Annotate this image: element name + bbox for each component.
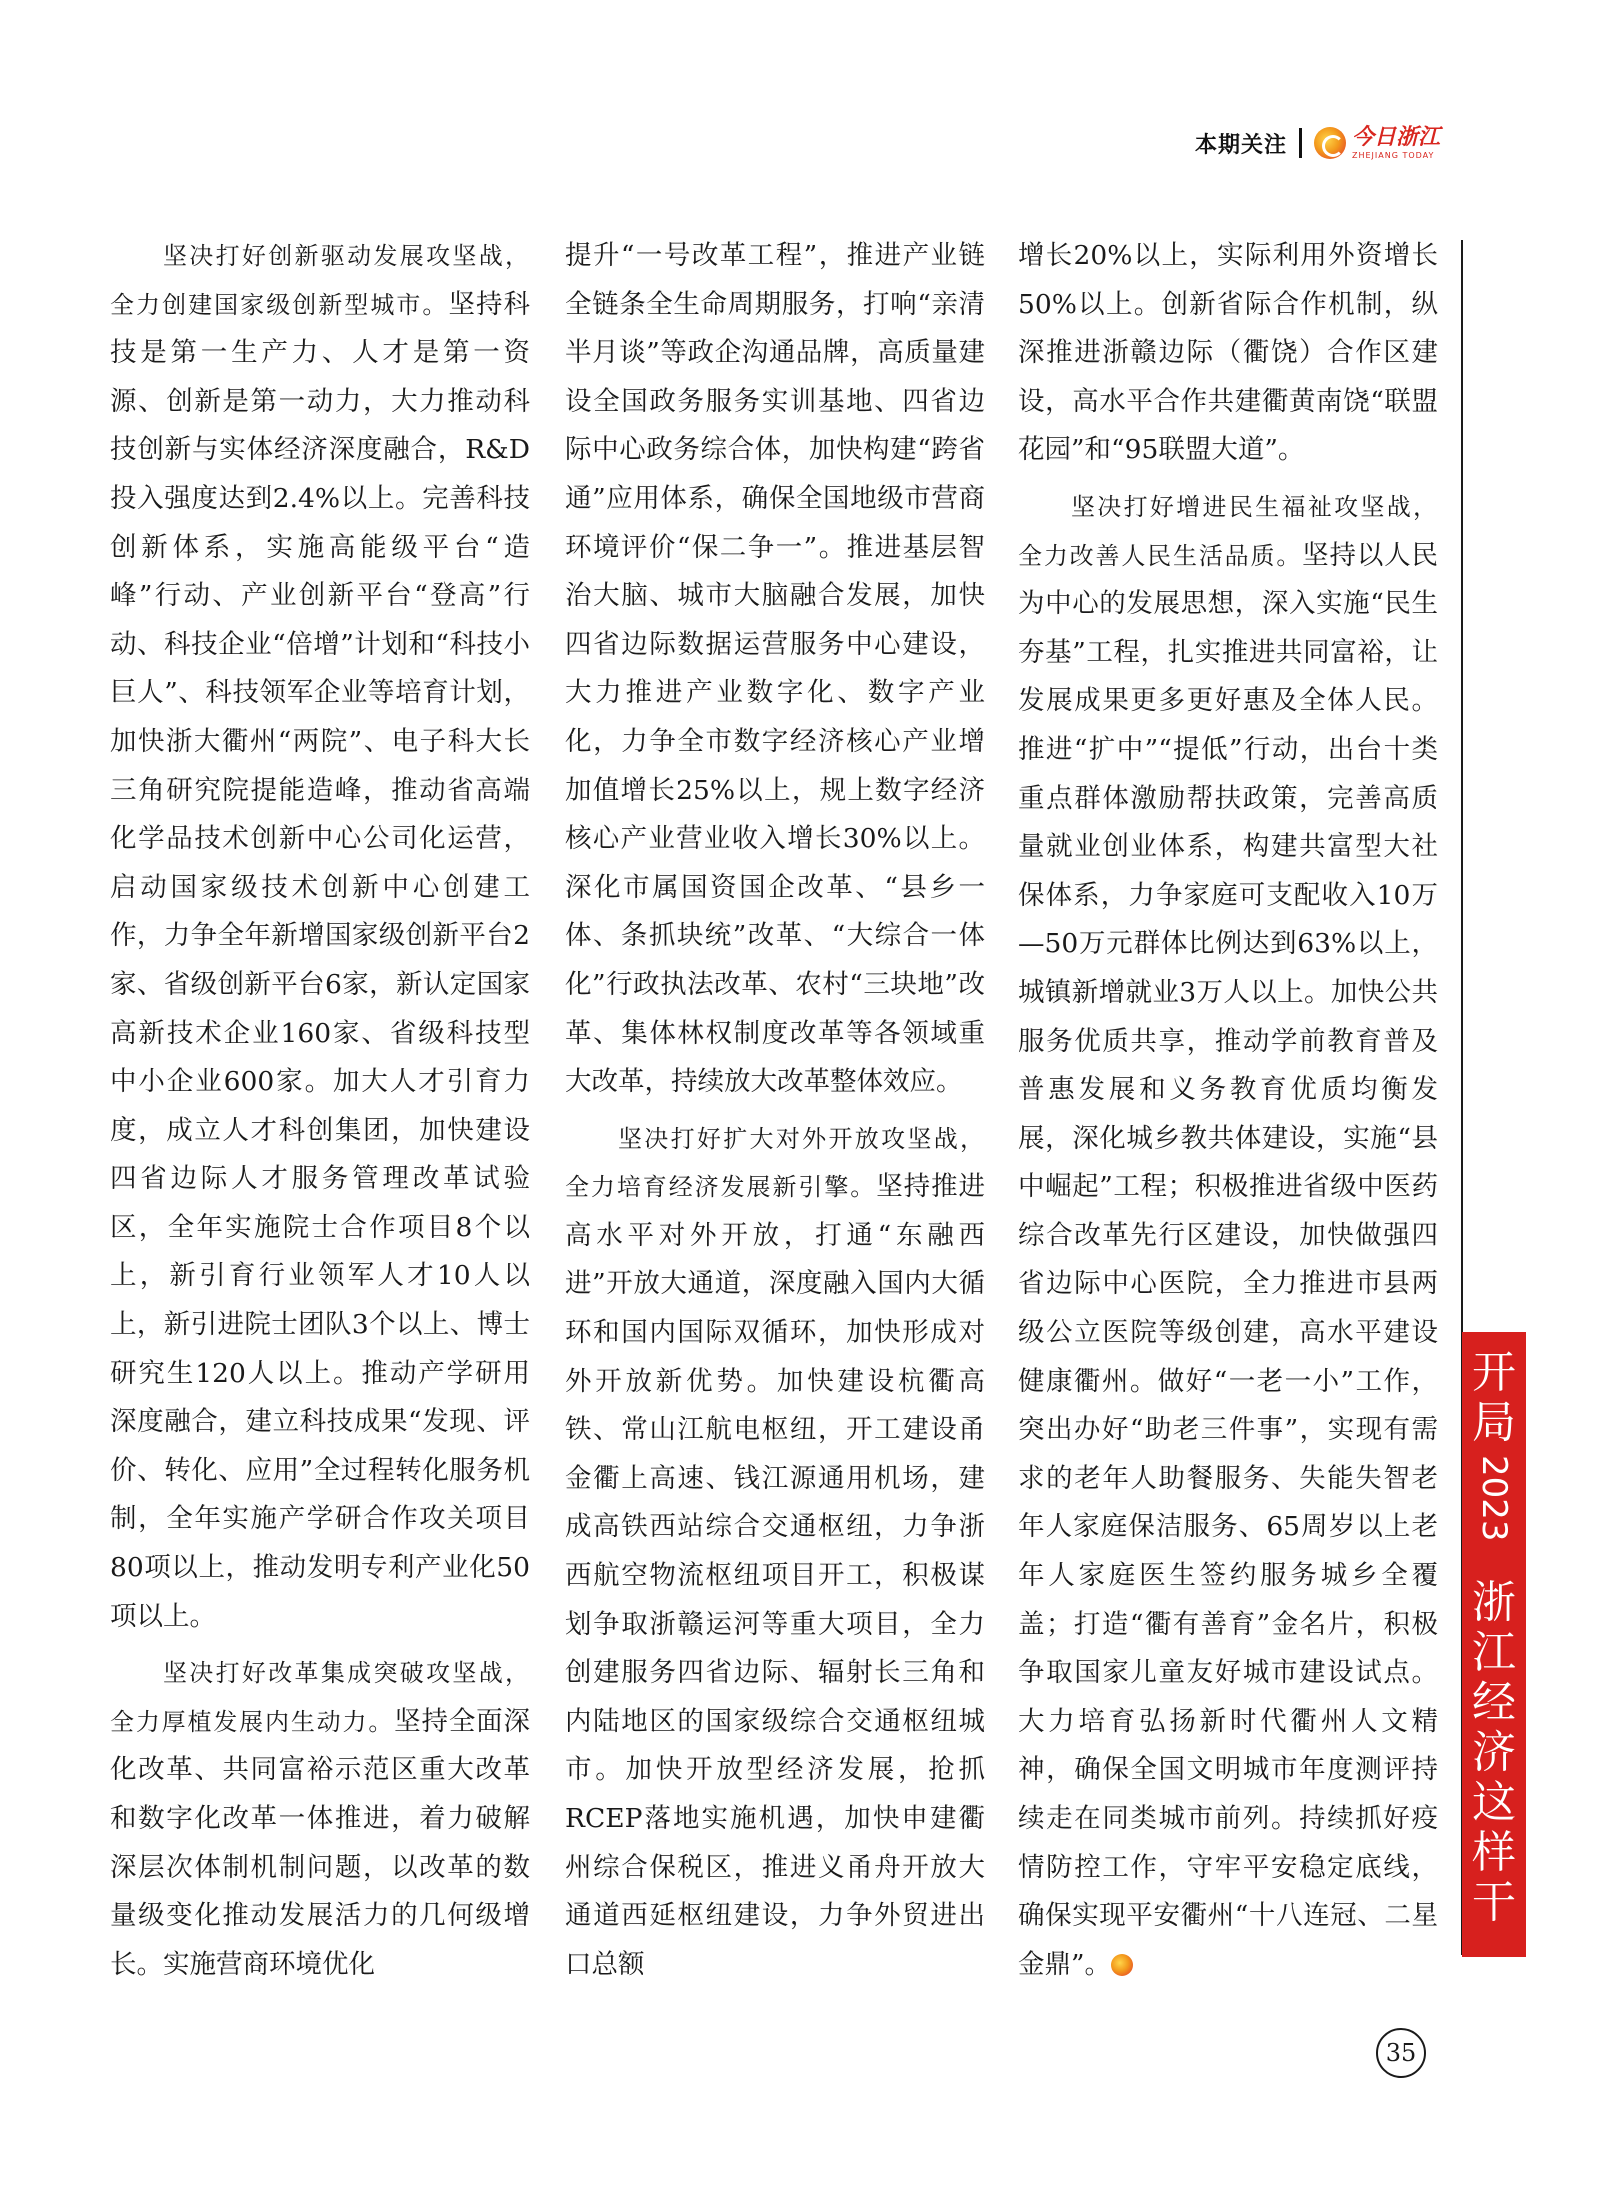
paragraph: 提升“一号改革工程”，推进产业链全链条全生命周期服务，打响“亲清半月谈”等政企沟通品牌，高质量建设全国政务服务实训基地、四省边际中心政务综合体，加快构建“跨省通”应用体系，确保全国地级市营商环境评价“保二争一”。推进基层智治大脑、城市大脑融合发展，加快四省边际数据运营服务中心建设，大力推进产业数字化、数字产业化，力争全市数字经济核心产业增加值增长25%以上，规上数字经济核心产业营业收入增长30%以上。深化市属国资国企改革、“县乡一体、条抓块统”改革、“大综合一体化”行政执法改革、农村“三块地”改革、集体林权制度改革等各领域重大改革，持续放大改革整体效应。 <box>565 240 985 1098</box>
page-header <box>1195 118 1440 168</box>
logo-text: 今日浙江 <box>1351 124 1440 150</box>
paragraph <box>110 232 530 1641</box>
end-mark-icon <box>1111 1954 1133 1976</box>
paragraph-body: 坚持科技是第一生产力、人才是第一资源、创新是第一动力，大力推动科技创新与实体经济深度融合，R&D投入强度达到2.4%以上。完善科技创新体系，实施高能级平台“造峰”行动、产业创新平台“登高”行动、科技企业“倍增”计划和“科技小巨人”、科技领军企业等培育计划，加快浙大衢州“两院”、电子科大长三角研究院提能造峰，推动省高端化学品技术创新中心公司化运营，启动国家级技术创新中心创建工作，力争全年新增国家级创新平台2家、省级创新平台6家，新认定国家高新技术企业160家、省级科技型中小企业600家。加大人才引育力度，成立人才科创集团，加快建设四省边际人才服务管理改革试验区，全年实施院士合作项目8个以上，新引育行业领军人才10人以上，新引进院士团队3个以上、博士研究生120人以上。推动产学研用深度融合，建立科技成果“发现、评价、转化、应用”全过程转化服务机制，全年实施产学研合作攻关项目80项以上，推动发明专利产业化50项以上。 <box>110 288 531 1632</box>
text-column-1 <box>110 232 530 1989</box>
column-title-band <box>1462 1332 1526 1957</box>
paragraph-body: 坚持以人民为中心的发展思想，深入实施“民生夯基”工程，扎实推进共同富裕，让发展成果更多更好惠及全体人民。推进“扩中”“提低”行动，出台十类重点群体激励帮扶政策，完善高质量就业创业体系，构建共富型大社保体系，力争家庭可支配收入10万—50万元群体比例达到63%以上，城镇新增就业3万人以上。加快公共服务优质共享，推动学前教育普及普惠发展和义务教育优质均衡发展，深化城乡教共体建设，实施“县中崛起”工程；积极推进省级中医药综合改革先行区建设，加快做强四省边际中心医院，全力推进市县两级公立医院等级创建，高水平建设健康衢州。做好“一老一小”工作，突出办好“助老三件事”，实现有需求的老年人助餐服务、失能失智老年人家庭保洁服务、65周岁以上老年人家庭医生签约服务城乡全覆盖；打造“衢有善育”金名片，积极争取国家儿童友好城市建设试点。大力培育弘扬新时代衢州人文精神，确保全国文明城市年度测评持续走在同类城市前列。持续抓好疫情防控工作，守牢平安稳定底线，确保实现平安衢州“十八连冠、二星金鼎”。 <box>1018 539 1439 1980</box>
paragraph-lead: 坚决打好创新驱动发展攻坚战，全力创建国家级创新型城市。 <box>110 242 530 319</box>
page-number: 35 <box>1376 2028 1426 2078</box>
paragraph <box>1018 483 1438 1989</box>
paragraph: 增长20%以上，实际利用外资增长50%以上。创新省际合作机制，纵深推进浙赣边际（衢饶）合作区建设，高水平合作共建衢黄南饶“联盟花园”和“95联盟大道”。 <box>1018 240 1438 466</box>
band-char: 干 <box>1472 1877 1516 1928</box>
logo-icon <box>1314 127 1346 159</box>
logo-subtext: ZHEJIANG TODAY <box>1351 150 1435 160</box>
band-char: 浙 <box>1472 1577 1516 1628</box>
band-char: 经 <box>1472 1677 1516 1728</box>
text-column-2 <box>565 232 985 1989</box>
band-char: 这 <box>1472 1777 1516 1828</box>
band-char: 局 <box>1472 1397 1516 1448</box>
paragraph-lead: 坚决打好扩大对外开放攻坚战，全力培育经济发展新引擎。 <box>565 1124 985 1202</box>
section-label: 本期关注 <box>1194 132 1287 158</box>
header-divider <box>1299 128 1302 158</box>
band-char: 开 <box>1472 1347 1516 1398</box>
paragraph-body: 坚持推进高水平对外开放，打通“东融西进”开放大通道，深度融入国内大循环和国内国际双循环，加快形成对外开放新优势。加快建设杭衢高铁、常山江航电枢纽，开工建设甬金衢上高速、钱江源通用机场，建成高铁西站综合交通枢纽，力争浙西航空物流枢纽项目开工，积极谋划争取浙赣运河等重大项目，全力创建服务四省边际、辐射长三角和内陆地区的国家级综合交通枢纽城市。加快开放型经济发展，抢抓RCEP落地实施机遇，加快申建衢州综合保税区，推进义甬舟开放大通道西延枢纽建设，力争外贸进出口总额 <box>565 1171 986 1980</box>
paragraph-lead: 坚决打好改革集成突破攻坚战，全力厚植发展内生动力。 <box>110 1659 530 1736</box>
paragraph-lead: 坚决打好增进民生福祉攻坚战，全力改善人民生活品质。 <box>1018 492 1438 570</box>
text-column-3 <box>1018 232 1438 1989</box>
band-char: 江 <box>1472 1627 1516 1678</box>
band-char: 样 <box>1472 1827 1516 1878</box>
paragraph <box>110 1649 530 1989</box>
band-char: 2023 <box>1474 1454 1514 1542</box>
magazine-logo <box>1314 124 1440 160</box>
paragraph-body: 坚持全面深化改革、共同富裕示范区重大改革和数字化改革一体推进，着力破解深层次体制机制问题，以改革的数量级变化推动发展活力的几何级增长。实施营商环境优化 <box>110 1705 531 1980</box>
paragraph <box>565 1115 985 1990</box>
band-char: 济 <box>1472 1727 1516 1778</box>
